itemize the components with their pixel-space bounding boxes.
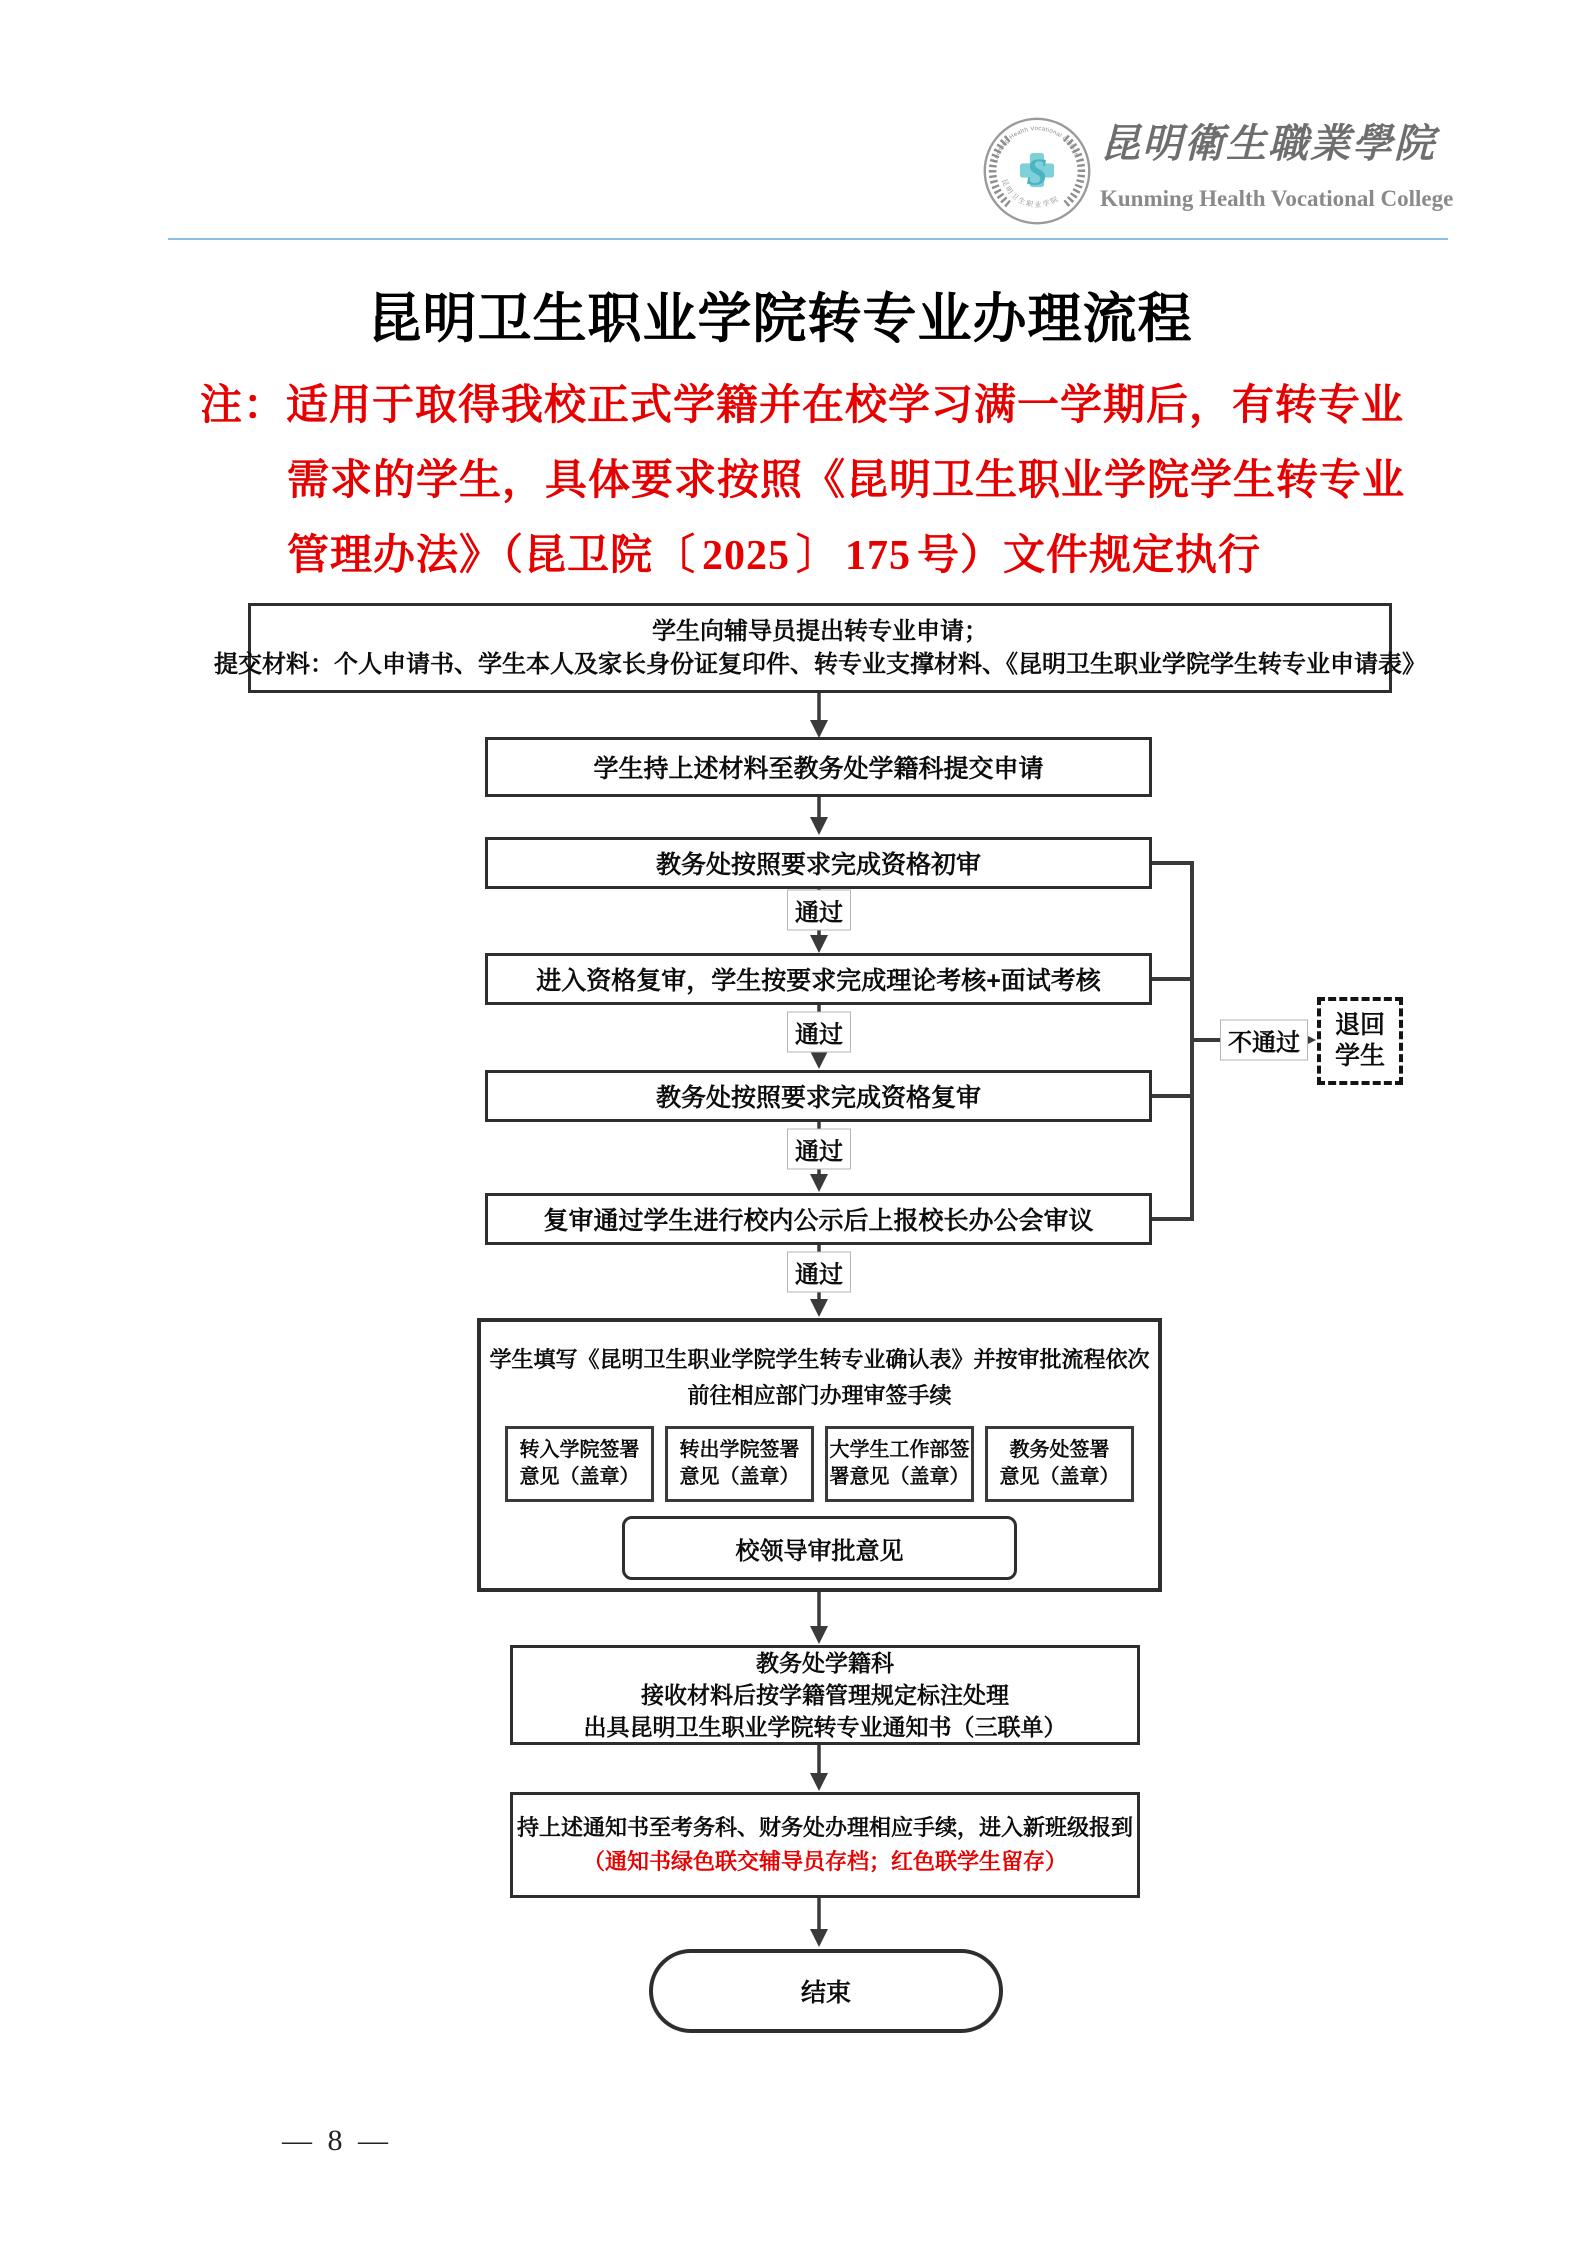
notice-copy-note: （通知书绿色联交辅导员存档；红色联学生留存） — [582, 1849, 1067, 1874]
flow-return-student: 退回 学生 — [1317, 997, 1403, 1085]
college-name-calligraphy: 昆明衛生職業學院 — [1100, 121, 1436, 166]
pass-label-2: 通过 — [787, 1012, 851, 1053]
note-line-2: 需求的学生，具体要求按照《昆明卫生职业学院学生转专业 — [287, 456, 1406, 503]
page-title: 昆明卫生职业学院转专业办理流程 — [367, 289, 1193, 349]
sign-box-row — [481, 1426, 1158, 1502]
seal-bottom-text: 昆明卫生职业学院 — [999, 177, 1061, 210]
flow-step-report-new-class: 持上述通知书至考务科、财务处办理相应手续，进入新班级报到 （通知书绿色联交辅导员存档；红色联学生留存） — [510, 1792, 1140, 1898]
pass-label-3: 通过 — [787, 1129, 851, 1170]
leader-approval-box: 校领导审批意见 — [622, 1516, 1017, 1580]
flow-step-reexam: 进入资格复审，学生按要求完成理论考核+面试考核 — [485, 953, 1152, 1005]
flow-step-initial-review: 教务处按照要求完成资格初审 — [485, 837, 1152, 889]
flow-step-final-review: 教务处按照要求完成资格复审 — [485, 1070, 1152, 1122]
flow-end: 结束 — [649, 1949, 1003, 2033]
note-line-1: 注：适用于取得我校正式学籍并在校学习满一学期后，有转专业 — [200, 381, 1405, 428]
pass-label-1: 通过 — [787, 890, 851, 931]
flow-step-registrar-notice: 教务处学籍科 接收材料后按学籍管理规定标注处理 出具昆明卫生职业学院转专业通知书（三联单） — [510, 1645, 1140, 1745]
seal-top-text: Kunming Health Vocational College — [992, 126, 1080, 164]
sign-box-student-affairs: 大学生工作部签 署意见（盖章） — [825, 1426, 974, 1502]
sign-box-transfer-in: 转入学院签署 意见（盖章） — [505, 1426, 654, 1502]
fail-label: 不通过 — [1220, 1020, 1308, 1061]
flow-step-publicity: 复审通过学生进行校内公示后上报校长办公会审议 — [485, 1193, 1152, 1245]
flow-step-submit: 学生持上述材料至教务处学籍科提交申请 — [485, 737, 1152, 797]
note-line-3: 管理办法》（昆卫院〔 2025 〕 175 号）文件规定执行 — [287, 531, 1262, 579]
sign-box-academic-office: 教务处签署 意见（盖章） — [985, 1426, 1134, 1502]
flow-step-apply — [214, 603, 1426, 693]
flow-step-apply-line2: 提交材料：个人申请书、学生本人及家长身份证复印件、转专业支撑材料、《昆明卫生职业学院学生转专业申请表》 — [214, 651, 1426, 678]
confirmation-heading: 学生填写《昆明卫生职业学院学生转专业确认表》并按审批流程依次 前往相应部门办理审签手续 — [489, 1347, 1150, 1408]
pass-label-4: 通过 — [787, 1252, 851, 1293]
flow-step-confirmation — [477, 1318, 1162, 1592]
svg-text:S: S — [1026, 151, 1048, 194]
sign-box-transfer-out: 转出学院签署 意见（盖章） — [665, 1426, 814, 1502]
college-name-english: Kunming Health Vocational College — [1100, 186, 1454, 211]
flow-step-apply-line1: 学生向辅导员提出转专业申请； — [652, 618, 988, 645]
page-number: — 8 — — [282, 2124, 392, 2157]
